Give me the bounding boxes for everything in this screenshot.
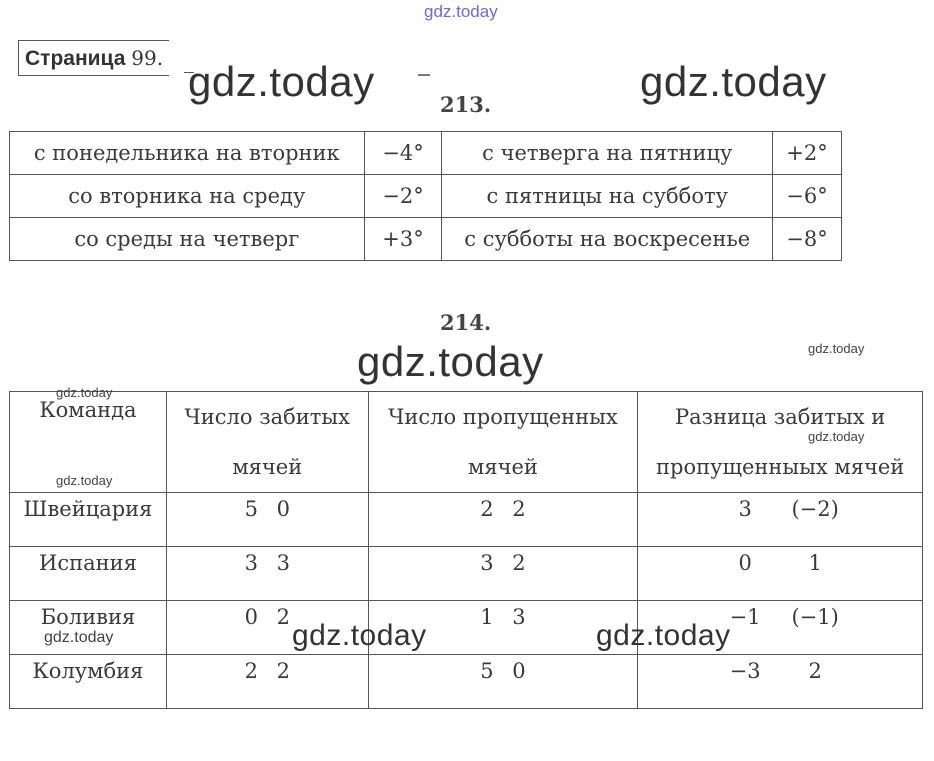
watermark-small: gdz.today xyxy=(44,629,114,646)
watermark-small: gdz.today xyxy=(808,429,865,444)
header-difference-line2: пропущенныых мячей xyxy=(656,455,905,479)
difference-value: (−1) xyxy=(791,605,839,629)
table-row xyxy=(10,547,923,601)
scored-value: 2 xyxy=(244,659,258,683)
header-scored-line2: мячей xyxy=(232,455,303,479)
header-scored xyxy=(166,392,368,493)
conceded-cell xyxy=(368,655,638,709)
watermark-big: gdz.today xyxy=(188,58,375,105)
conceded-value: 3 xyxy=(480,551,494,575)
watermark-big: gdz.today xyxy=(292,619,427,652)
change-cell: −4° xyxy=(364,132,442,175)
scored-value: 0 xyxy=(244,605,258,629)
table-row xyxy=(10,175,842,218)
page-number: 99. xyxy=(131,46,164,70)
change-cell: −2° xyxy=(364,175,442,218)
watermark-small: gdz.today xyxy=(56,473,113,488)
header-conceded xyxy=(368,392,638,493)
period-cell: со среды на четверг xyxy=(10,218,365,261)
team-cell: Испания xyxy=(10,547,167,601)
dash-mark xyxy=(418,74,430,76)
watermark-small: gdz.today xyxy=(808,341,865,356)
difference-cell xyxy=(638,493,923,547)
scored-cell xyxy=(166,547,368,601)
table-row xyxy=(10,132,842,175)
difference-cell xyxy=(638,655,923,709)
temperature-table xyxy=(9,131,842,261)
table-row xyxy=(10,601,923,655)
team-cell: Колумбия xyxy=(10,655,167,709)
watermark-big: gdz.today xyxy=(596,619,731,652)
difference-value: 1 xyxy=(808,551,822,575)
team-cell: Швейцария xyxy=(10,493,167,547)
scored-cell xyxy=(166,655,368,709)
team-cell: Боливия xyxy=(10,601,167,655)
conceded-value: 2 xyxy=(512,551,526,575)
difference-value: 2 xyxy=(808,659,822,683)
conceded-cell xyxy=(368,547,638,601)
header-conceded-line1: Число пропущенных xyxy=(388,405,618,429)
period-cell: с субботы на воскресенье xyxy=(442,218,773,261)
period-cell: с пятницы на субботу xyxy=(442,175,773,218)
scored-cell xyxy=(166,493,368,547)
scored-value: 3 xyxy=(276,551,290,575)
watermark-top: gdz.today xyxy=(424,2,498,21)
watermark-small: gdz.today xyxy=(56,385,113,400)
difference-value: 0 xyxy=(738,551,752,575)
difference-cell xyxy=(638,547,923,601)
page-label xyxy=(18,40,169,76)
period-cell: с понедельника на вторник xyxy=(10,132,365,175)
header-team-label: Команда xyxy=(39,398,137,422)
watermark-big: gdz.today xyxy=(357,338,544,385)
conceded-value: 0 xyxy=(512,659,526,683)
scored-value: 0 xyxy=(276,497,290,521)
table-row xyxy=(10,493,923,547)
difference-value: (−2) xyxy=(791,497,839,521)
scored-value: 2 xyxy=(276,605,290,629)
table-row xyxy=(10,655,923,709)
header-conceded-line2: мячей xyxy=(468,455,538,479)
difference-value: −3 xyxy=(729,659,761,683)
conceded-value: 3 xyxy=(512,605,526,629)
scored-value: 2 xyxy=(276,659,290,683)
conceded-cell xyxy=(368,493,638,547)
header-row xyxy=(10,392,923,493)
conceded-value: 2 xyxy=(480,497,494,521)
conceded-value: 1 xyxy=(480,605,494,629)
football-table xyxy=(9,391,923,709)
period-cell: с четверга на пятницу xyxy=(442,132,773,175)
exercise-number-213: 213. xyxy=(440,92,492,117)
exercise-number-214: 214. xyxy=(440,310,492,335)
period-cell: со вторника на среду xyxy=(10,175,365,218)
watermark-big: gdz.today xyxy=(640,58,827,105)
difference-value: 3 xyxy=(738,497,752,521)
header-difference-line1: Разница забитых и xyxy=(675,405,886,429)
change-cell: +2° xyxy=(773,132,842,175)
scored-value: 3 xyxy=(244,551,258,575)
conceded-value: 5 xyxy=(480,659,494,683)
table-row xyxy=(10,218,842,261)
scored-value: 5 xyxy=(244,497,258,521)
difference-value: −1 xyxy=(729,605,761,629)
header-scored-line1: Число забитых xyxy=(184,405,350,429)
change-cell: −6° xyxy=(773,175,842,218)
change-cell: +3° xyxy=(364,218,442,261)
header-difference xyxy=(638,392,923,493)
page-label-text: Страница xyxy=(25,47,126,70)
change-cell: −8° xyxy=(773,218,842,261)
conceded-value: 2 xyxy=(512,497,526,521)
